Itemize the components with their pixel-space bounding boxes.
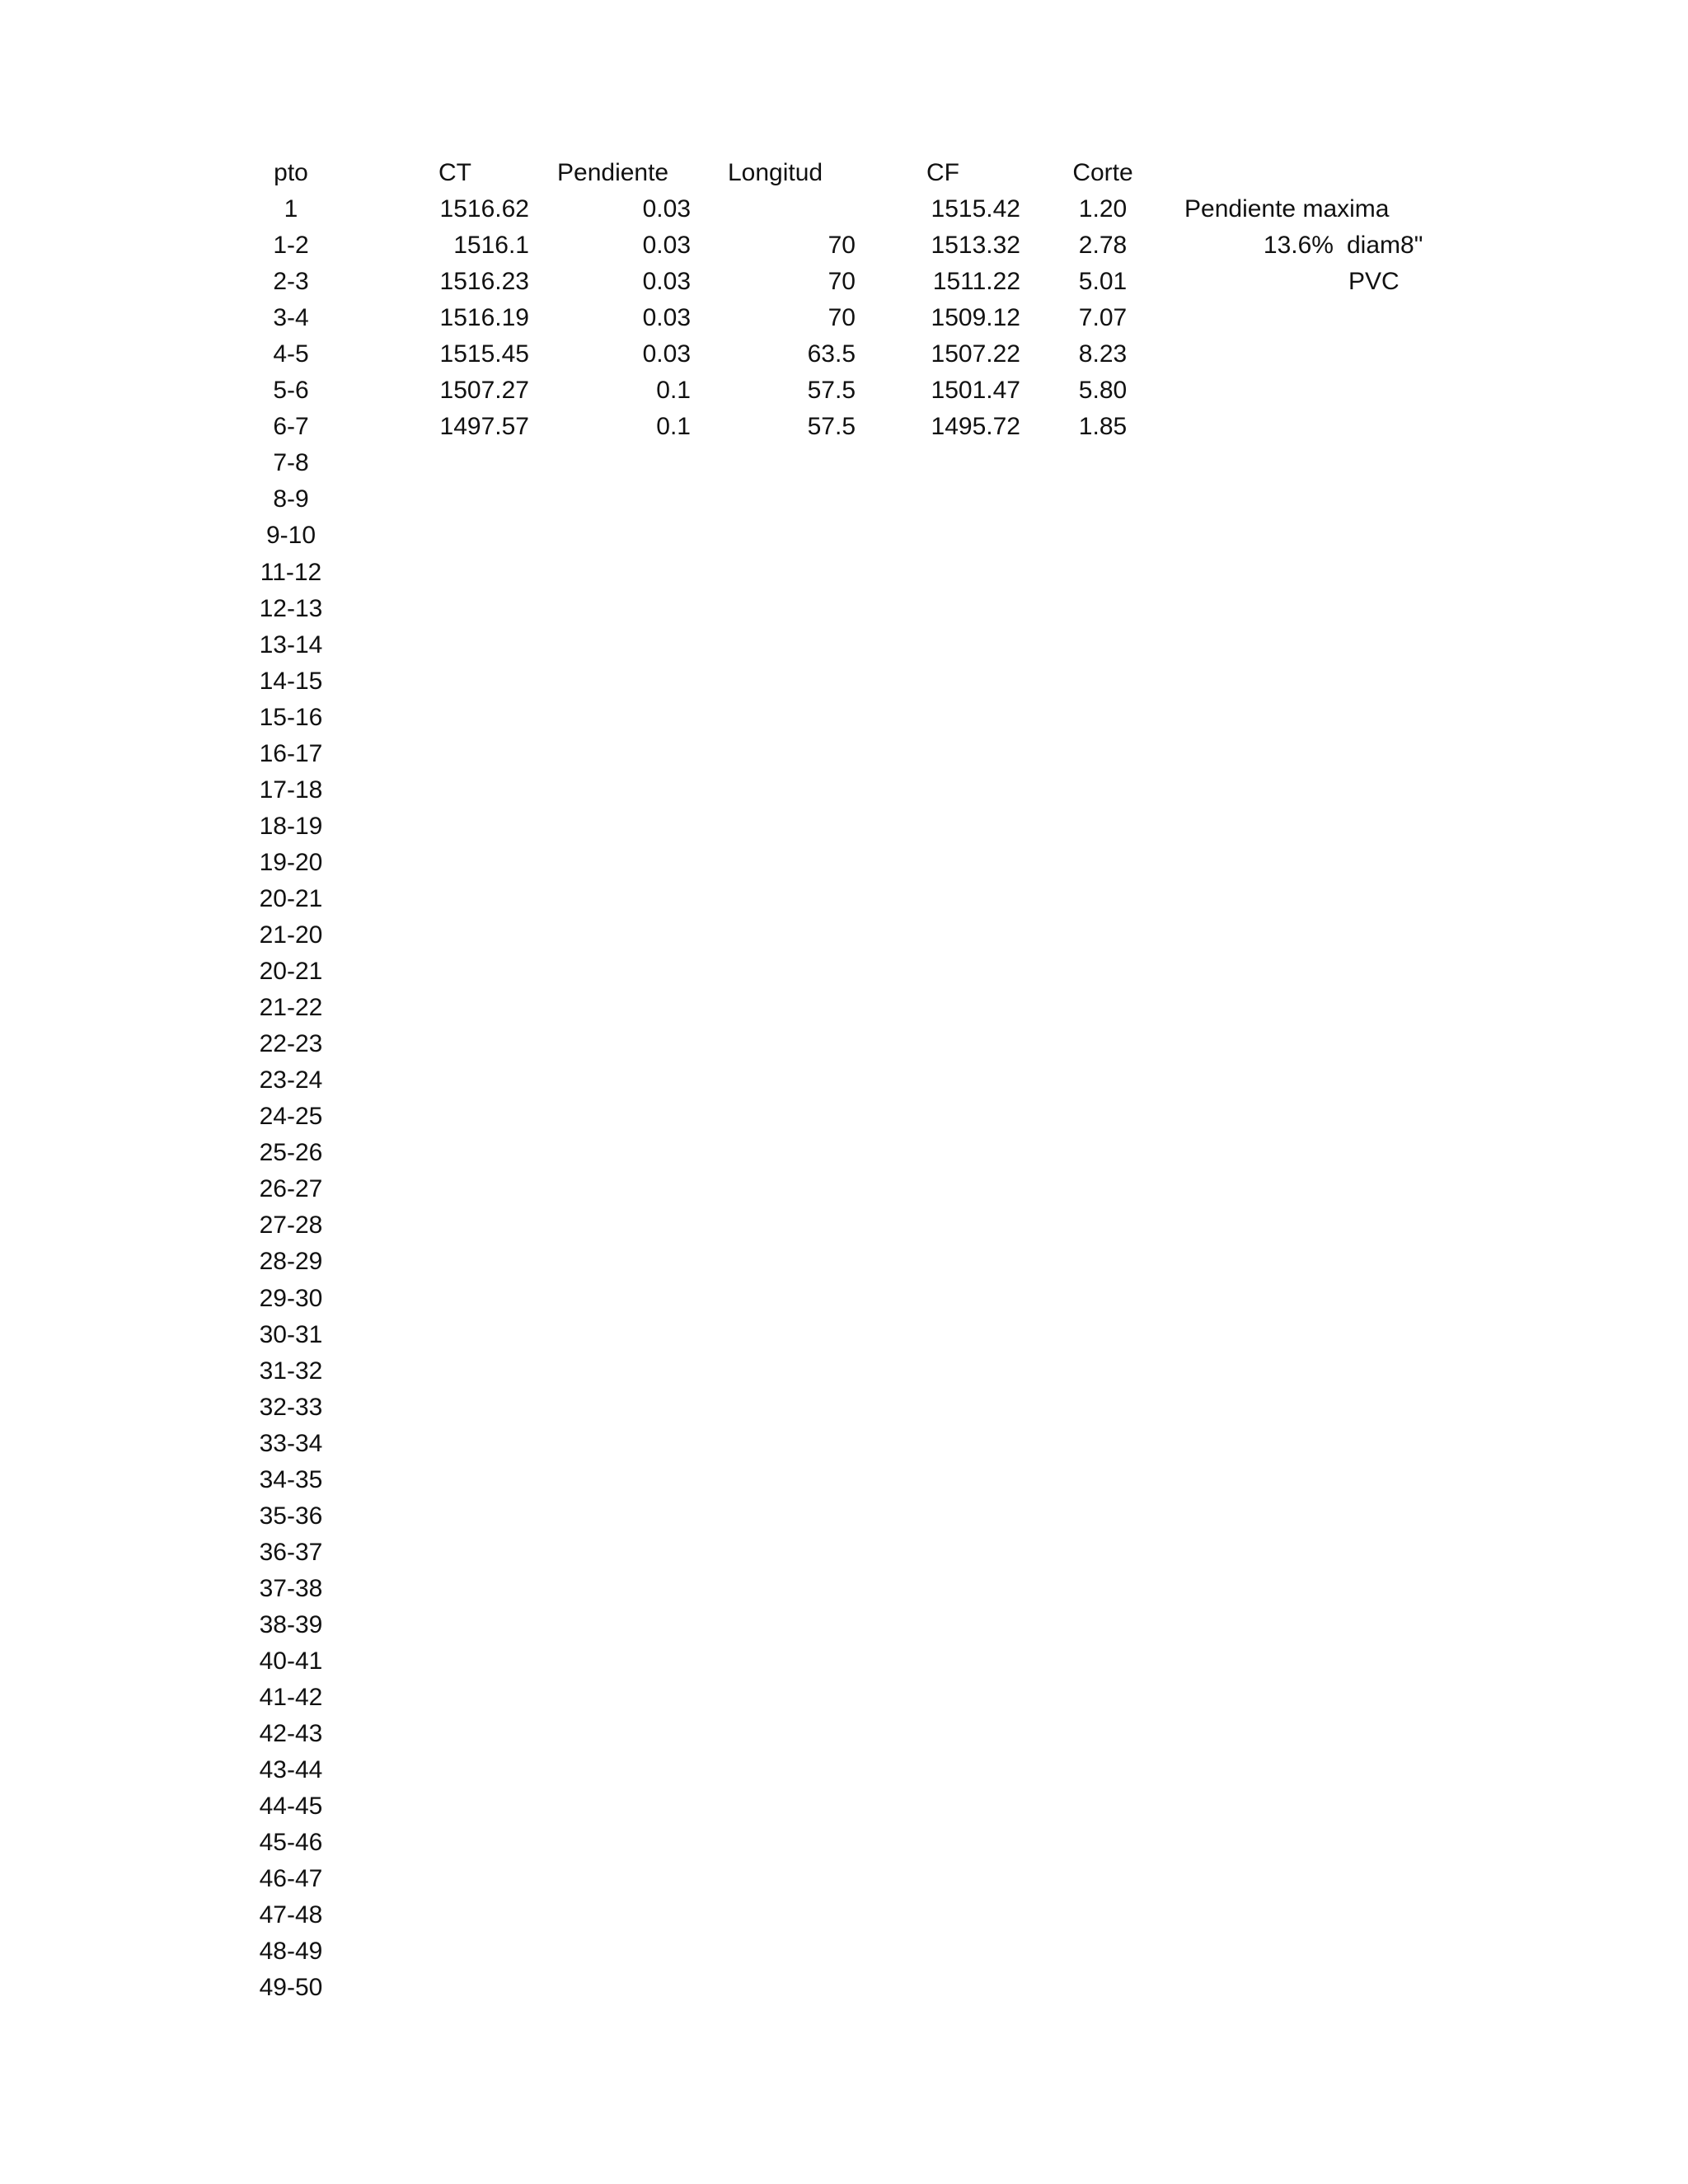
cell-pto: 19-20 [259, 849, 323, 876]
cell-pto: 21-20 [259, 921, 323, 949]
cell-pto: 20-21 [259, 958, 323, 985]
cell-pto: 28-29 [259, 1248, 323, 1275]
cell-longitud: 63.5 [807, 340, 856, 368]
cell-pto: 41-42 [259, 1684, 323, 1711]
cell-cf: 1515.42 [931, 195, 1020, 223]
cell-pto: 3-4 [273, 304, 309, 331]
cell-pto: 18-19 [259, 813, 323, 840]
cell-pto: 43-44 [259, 1756, 323, 1783]
cell-pto: 16-17 [259, 740, 323, 767]
cell-pto: 49-50 [259, 1974, 323, 2001]
cell-corte: 1.20 [1078, 195, 1128, 223]
cell-pto: 1 [284, 195, 298, 223]
cell-pto: 7-8 [273, 449, 309, 476]
header-pto: pto [274, 159, 308, 186]
cell-longitud: 70 [828, 268, 856, 295]
cell-pto: 2-3 [273, 268, 309, 295]
cell-ct: 1515.45 [439, 340, 529, 368]
cell-pendiente: 0.03 [642, 304, 691, 331]
cell-cf: 1513.32 [931, 232, 1020, 259]
cell-pto: 27-28 [259, 1212, 323, 1239]
cell-cf: 1507.22 [931, 340, 1020, 368]
cell-pto: 37-38 [259, 1575, 323, 1602]
cell-pto: 14-15 [259, 668, 323, 695]
cell-pto: 17-18 [259, 776, 323, 804]
cell-pto: 44-45 [259, 1793, 323, 1820]
cell-pendiente: 0.1 [656, 377, 691, 404]
cell-pto: 33-34 [259, 1430, 323, 1457]
header-cf: CF [926, 159, 959, 186]
cell-cf: 1495.72 [931, 413, 1020, 440]
cell-longitud: 70 [828, 304, 856, 331]
cell-pto: 40-41 [259, 1647, 323, 1675]
cell-cf: 1509.12 [931, 304, 1020, 331]
cell-pto: 4-5 [273, 340, 309, 368]
cell-pendiente: 0.03 [642, 195, 691, 223]
cell-corte: 5.80 [1078, 377, 1128, 404]
cell-pto: 46-47 [259, 1865, 323, 1892]
cell-pto: 45-46 [259, 1829, 323, 1856]
cell-longitud: 57.5 [807, 377, 856, 404]
cell-pto: 11-12 [260, 559, 322, 586]
cell-pto: 9-10 [265, 522, 316, 549]
cell-ct: 1507.27 [439, 377, 529, 404]
cell-ct: 1516.19 [439, 304, 529, 331]
cell-pto: 26-27 [259, 1175, 323, 1202]
pendiente-maxima-value: 13.6% [1263, 232, 1334, 259]
cell-cf: 1511.22 [932, 268, 1020, 295]
cell-pto: 35-36 [259, 1502, 323, 1530]
header-ct: CT [438, 159, 471, 186]
cell-pto: 13-14 [259, 631, 323, 658]
cell-pto: 23-24 [259, 1066, 323, 1094]
cell-pto: 8-9 [273, 485, 309, 513]
cell-pto: 22-23 [259, 1030, 323, 1057]
cell-pto: 24-25 [259, 1103, 323, 1130]
header-longitud: Longitud [728, 159, 823, 186]
cell-pto: 29-30 [259, 1285, 323, 1312]
cell-ct: 1516.23 [439, 268, 529, 295]
cell-pto: 20-21 [259, 885, 323, 912]
cell-pto: 32-33 [259, 1394, 323, 1421]
cell-pto: 21-22 [259, 994, 323, 1021]
cell-ct: 1516.62 [439, 195, 529, 223]
material-label: PVC [1348, 268, 1400, 295]
pendiente-maxima-label: Pendiente maxima [1184, 195, 1390, 223]
cell-ct: 1497.57 [439, 413, 529, 440]
cell-pto: 48-49 [259, 1938, 323, 1965]
cell-pendiente: 0.03 [642, 340, 691, 368]
header-corte: Corte [1072, 159, 1133, 186]
cell-longitud [709, 191, 856, 227]
cell-pto: 12-13 [259, 595, 323, 622]
cell-pendiente: 0.03 [642, 268, 691, 295]
cell-corte: 5.01 [1078, 268, 1128, 295]
cell-pto: 15-16 [259, 704, 323, 731]
cell-pto: 38-39 [259, 1611, 323, 1638]
cell-corte: 7.07 [1078, 304, 1128, 331]
cell-pto: 31-32 [259, 1357, 323, 1385]
cell-pto: 42-43 [259, 1720, 323, 1747]
cell-corte: 1.85 [1078, 413, 1128, 440]
diameter-label: diam8" [1347, 232, 1423, 259]
cell-pto: 1-2 [273, 232, 309, 259]
cell-corte: 2.78 [1078, 232, 1128, 259]
cell-ct: 1516.1 [453, 232, 529, 259]
cell-longitud: 70 [828, 232, 856, 259]
cell-pto: 30-31 [259, 1321, 323, 1348]
cell-pto: 47-48 [259, 1901, 323, 1929]
cell-pendiente: 0.1 [656, 413, 691, 440]
cell-corte: 8.23 [1078, 340, 1128, 368]
cell-cf: 1501.47 [931, 377, 1020, 404]
cell-pto: 5-6 [273, 377, 309, 404]
header-pendiente: Pendiente [557, 159, 669, 186]
cell-pto: 6-7 [273, 413, 309, 440]
cell-pto: 36-37 [259, 1539, 323, 1566]
cell-longitud: 57.5 [807, 413, 856, 440]
cell-pto: 34-35 [259, 1466, 323, 1493]
cell-pto: 25-26 [259, 1139, 323, 1166]
cell-pendiente: 0.03 [642, 232, 691, 259]
